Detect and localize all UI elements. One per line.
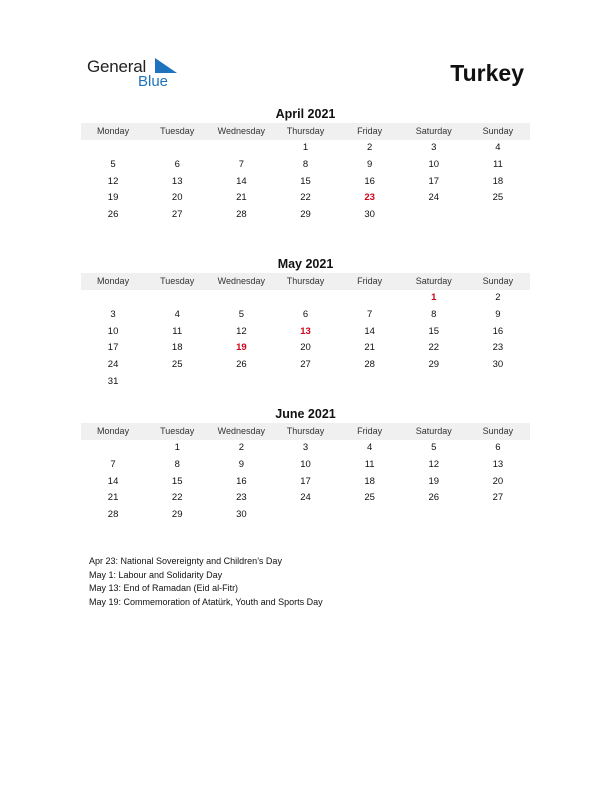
day-cell: 19 — [236, 342, 247, 354]
day-cell: 26 — [107, 209, 119, 221]
day-cell: 19 — [107, 192, 119, 204]
week-row — [81, 507, 530, 524]
day-cell — [209, 374, 273, 391]
weekday-label: Sunday — [482, 126, 514, 136]
day-cell: 25 — [364, 492, 375, 504]
day-cell: 2 — [366, 142, 373, 153]
day-cell: 7 — [110, 458, 116, 470]
day-cell: 23 — [236, 492, 247, 504]
day-cell: 4 — [174, 308, 180, 320]
day-cell: 20 — [171, 192, 183, 204]
day-cell: 30 — [492, 359, 504, 371]
weekday-label: Friday — [357, 126, 383, 136]
day-cell: 14 — [364, 325, 375, 337]
day-cell: 21 — [107, 492, 119, 504]
day-cell — [209, 140, 273, 157]
day-cell — [338, 290, 402, 307]
holiday-note: May 1: Labour and Solidarity Day — [89, 569, 223, 580]
weekday-header — [81, 123, 530, 140]
day-cell: 30 — [236, 509, 247, 521]
holiday-note: May 19: Commemoration of Atatürk, Youth and Sports Day — [89, 596, 323, 607]
day-cell: 18 — [492, 175, 504, 187]
day-cell: 1 — [174, 442, 180, 453]
weekday-label: Saturday — [415, 276, 452, 286]
day-cell: 21 — [236, 192, 247, 204]
weekday-label: Sunday — [482, 276, 514, 286]
day-cell — [81, 440, 145, 457]
day-cell: 13 — [492, 458, 504, 470]
day-cell — [209, 290, 273, 307]
day-cell: 11 — [492, 158, 503, 170]
day-cell — [273, 507, 337, 524]
day-cell — [81, 290, 145, 307]
day-cell: 24 — [300, 492, 311, 504]
day-cell: 10 — [300, 458, 311, 470]
day-cell: 15 — [300, 175, 311, 187]
day-cell — [145, 140, 209, 157]
day-cell — [338, 374, 402, 391]
day-cell — [145, 374, 209, 391]
day-cell: 8 — [302, 158, 309, 170]
day-cell: 22 — [428, 342, 440, 354]
day-cell: 24 — [428, 192, 440, 204]
day-cell: 2 — [495, 292, 501, 303]
day-cell — [402, 207, 466, 224]
day-cell: 27 — [171, 209, 183, 221]
day-cell: 4 — [366, 442, 373, 453]
week-row — [81, 290, 530, 307]
weekday-label: Thursday — [286, 276, 325, 286]
weekday-label: Tuesday — [160, 276, 195, 286]
logo-text-blue: Blue — [138, 73, 169, 90]
weekday-label: Monday — [97, 426, 130, 436]
week-row — [81, 324, 530, 341]
day-cell: 17 — [428, 175, 440, 187]
day-cell: 8 — [174, 458, 180, 470]
day-cell: 6 — [174, 158, 180, 170]
day-cell: 12 — [107, 175, 119, 187]
day-cell — [466, 507, 530, 524]
day-cell: 12 — [428, 458, 440, 470]
day-cell: 1 — [302, 142, 309, 153]
day-cell: 27 — [492, 492, 504, 504]
day-cell: 27 — [300, 359, 311, 371]
day-cell: 11 — [364, 458, 375, 470]
day-cell: 31 — [107, 375, 119, 387]
day-cell: 3 — [110, 308, 116, 320]
holiday-notes — [89, 555, 329, 609]
day-cell: 14 — [236, 175, 247, 187]
day-cell: 19 — [428, 475, 440, 487]
weekday-header — [81, 423, 530, 440]
day-cell: 9 — [366, 158, 373, 170]
day-cell: 8 — [431, 308, 437, 320]
day-cell: 13 — [171, 175, 183, 187]
day-cell: 3 — [431, 142, 437, 153]
day-cell: 5 — [110, 158, 116, 170]
weekday-label: Saturday — [415, 126, 452, 136]
day-cell: 29 — [171, 509, 183, 521]
week-row — [81, 140, 530, 157]
day-cell: 9 — [238, 458, 244, 470]
holiday-note: Apr 23: National Sovereignty and Children’s Day — [89, 556, 282, 566]
day-cell: 20 — [300, 342, 311, 354]
weekday-label: Tuesday — [160, 126, 195, 136]
day-cell: 28 — [364, 359, 375, 371]
day-cell: 25 — [171, 359, 183, 371]
day-cell: 23 — [492, 342, 504, 354]
month-title: June 2021 — [275, 407, 336, 421]
day-cell: 6 — [302, 308, 309, 320]
week-row — [81, 440, 530, 457]
logo-text-general: General — [87, 57, 147, 76]
week-row — [81, 157, 530, 174]
weekday-label: Wednesday — [217, 426, 266, 436]
week-row — [81, 174, 530, 191]
day-cell: 12 — [236, 325, 247, 337]
day-cell — [273, 374, 337, 391]
day-cell — [273, 290, 337, 307]
month-block — [81, 256, 530, 391]
day-cell: 28 — [236, 209, 247, 221]
day-cell: 5 — [431, 442, 437, 453]
day-cell: 20 — [492, 475, 504, 487]
weekday-label: Tuesday — [160, 426, 195, 436]
weekday-label: Wednesday — [217, 276, 266, 286]
weekday-label: Sunday — [482, 426, 514, 436]
day-cell: 10 — [107, 325, 119, 337]
day-cell: 29 — [300, 209, 311, 221]
day-cell: 15 — [171, 475, 183, 487]
week-row — [81, 190, 530, 207]
day-cell: 7 — [366, 308, 373, 320]
week-row — [81, 207, 530, 224]
month-block — [81, 406, 530, 524]
day-cell: 28 — [107, 509, 119, 521]
day-cell — [402, 507, 466, 524]
day-cell: 3 — [302, 442, 309, 453]
weekday-label: Thursday — [286, 426, 325, 436]
weekday-label: Monday — [97, 126, 130, 136]
day-cell: 23 — [364, 192, 375, 204]
country-title: Turkey — [450, 60, 524, 86]
day-cell: 22 — [171, 492, 183, 504]
day-cell: 18 — [364, 475, 375, 487]
day-cell: 1 — [431, 292, 437, 303]
weekday-header — [81, 273, 530, 290]
day-cell — [81, 140, 145, 157]
day-cell: 11 — [172, 325, 183, 337]
day-cell: 9 — [495, 308, 501, 320]
weekday-label: Wednesday — [217, 126, 266, 136]
weekday-label: Friday — [357, 426, 383, 436]
day-cell: 13 — [300, 325, 311, 337]
day-cell: 29 — [428, 359, 440, 371]
day-cell: 25 — [492, 192, 504, 204]
holiday-note: May 13: End of Ramadan (Eid al-Fitr) — [89, 583, 239, 594]
day-cell: 21 — [364, 342, 375, 354]
day-cell: 7 — [238, 158, 244, 170]
day-cell: 10 — [428, 158, 440, 170]
day-cell: 16 — [364, 175, 375, 187]
week-row — [81, 357, 530, 374]
day-cell: 14 — [107, 475, 119, 487]
day-cell: 5 — [238, 308, 244, 320]
day-cell: 16 — [236, 475, 247, 487]
month-block — [81, 106, 530, 224]
day-cell: 6 — [495, 442, 501, 453]
week-row — [81, 374, 530, 391]
day-cell — [466, 374, 530, 391]
logo-flag-icon — [155, 58, 177, 74]
day-cell — [145, 290, 209, 307]
day-cell: 2 — [238, 442, 244, 453]
week-row — [81, 490, 530, 507]
weekday-label: Thursday — [286, 126, 325, 136]
day-cell: 18 — [171, 342, 183, 354]
week-row — [81, 474, 530, 491]
weekday-label: Monday — [97, 276, 130, 286]
day-cell: 26 — [428, 492, 440, 504]
day-cell: 22 — [300, 192, 311, 204]
week-row — [81, 457, 530, 474]
week-row — [81, 307, 530, 324]
month-title: April 2021 — [275, 107, 336, 121]
month-title: May 2021 — [277, 257, 334, 271]
day-cell: 30 — [364, 209, 375, 221]
day-cell: 15 — [428, 325, 440, 337]
day-cell: 24 — [107, 359, 119, 371]
weekday-label: Friday — [357, 276, 383, 286]
day-cell: 17 — [300, 475, 311, 487]
day-cell: 16 — [492, 325, 504, 337]
week-row — [81, 340, 530, 357]
day-cell — [402, 374, 466, 391]
logo — [87, 55, 187, 91]
day-cell: 17 — [107, 342, 119, 354]
day-cell: 4 — [495, 142, 501, 153]
day-cell — [338, 507, 402, 524]
day-cell: 26 — [236, 359, 247, 371]
weekday-label: Saturday — [415, 426, 452, 436]
day-cell — [466, 207, 530, 224]
